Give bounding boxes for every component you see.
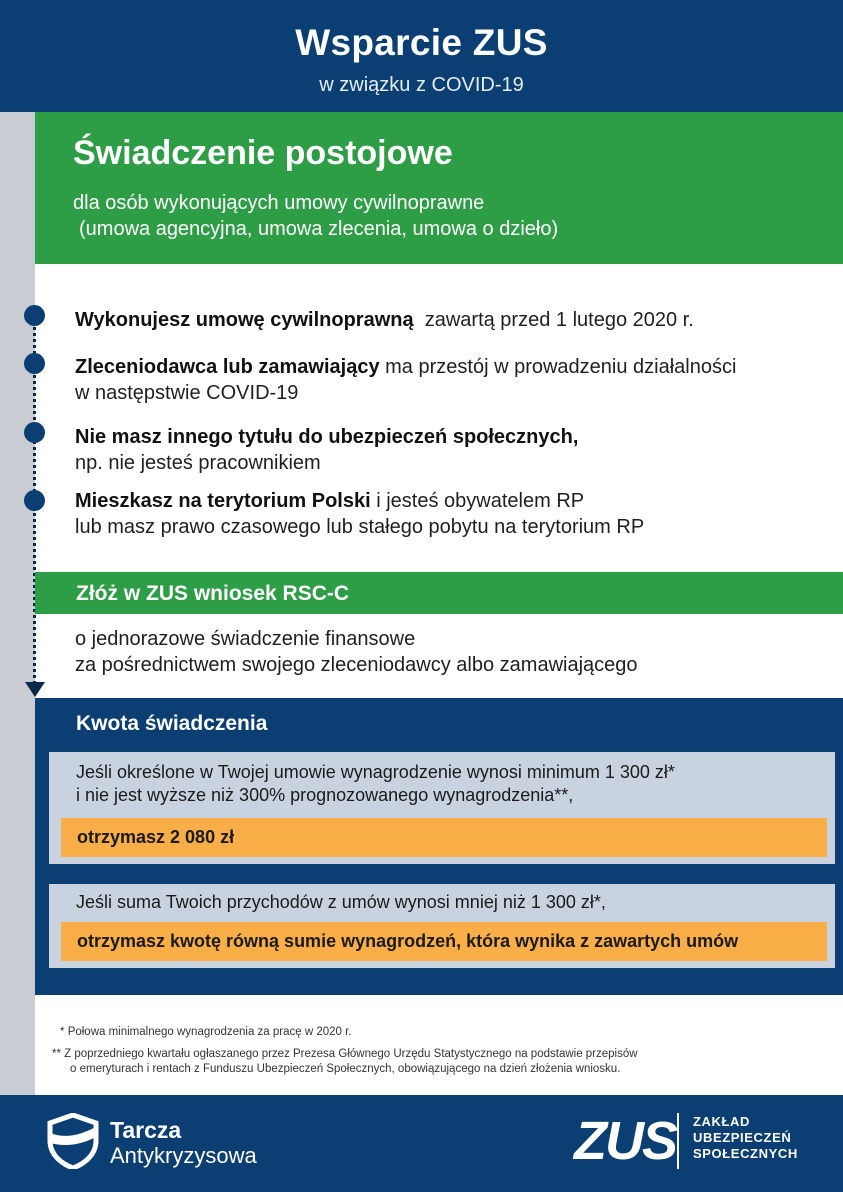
zus-name-line2: UBEZPIECZEŃ — [693, 1130, 792, 1145]
logo-divider — [677, 1113, 679, 1169]
amount-case-box — [49, 752, 835, 864]
page-title: Wsparcie ZUS — [295, 22, 548, 63]
amount-case-line1: Jeśli określone w Twojej umowie wynagrodzenie wynosi minimum 1 300 zł* — [76, 762, 675, 782]
condition-bold-text: Wykonujesz umowę cywilnoprawną — [75, 309, 414, 331]
amount-result-text: otrzymasz 2 080 zł — [77, 827, 235, 847]
amount-case-text: Jeśli suma Twoich przychodów z umów wynosi mniej niż 1 300 zł*, — [76, 892, 606, 912]
amount-case-text — [76, 761, 675, 807]
timeline-dot — [24, 422, 45, 443]
amount-result-highlight — [61, 818, 827, 857]
application-line2: za pośrednictwem swojego zleceniodawcy albo zamawiającego — [75, 654, 638, 676]
benefit-banner — [35, 112, 843, 264]
zus-name-line3: SPOŁECZNYCH — [693, 1146, 798, 1161]
condition-text: zawartą przed 1 lutego 2020 r. — [424, 309, 694, 331]
condition-text: i jesteś obywatelem RP — [376, 490, 585, 512]
application-title: Złóż w ZUS wniosek RSC-C — [76, 582, 350, 605]
amount-result-highlight — [61, 922, 827, 961]
application-description — [75, 626, 638, 678]
page-subtitle: w związku z COVID-19 — [319, 74, 524, 96]
footnote-text: Połowa minimalnego wynagrodzenia za pracę w 2020 r. — [67, 1026, 352, 1038]
footnote-1 — [60, 1025, 352, 1040]
shield-icon — [46, 1113, 100, 1174]
condition-item — [75, 488, 835, 540]
condition-bold-text: Mieszkasz na terytorium Polski — [75, 490, 371, 512]
footnote-2-cont — [70, 1062, 620, 1077]
zus-logo: ZUS — [574, 1111, 676, 1171]
page-footer — [0, 1095, 843, 1192]
footnote-2 — [52, 1047, 638, 1062]
amount-result-text: otrzymasz kwotę równą sumie wynagrodzeń, która wynika z zawartych umów — [77, 931, 739, 951]
condition-item — [75, 307, 835, 333]
footnote-text: Z poprzedniego kwartału ogłaszanego przez Prezesa Głównego Urzędu Statystycznego na podstawie przepisów — [64, 1048, 638, 1060]
timeline-dot — [24, 490, 45, 511]
timeline-bar — [0, 112, 35, 1095]
timeline-dot — [24, 305, 45, 326]
condition-text-line2: np. nie jesteś pracownikiem — [75, 452, 321, 474]
footnote-text: o emeryturach i rentach z Funduszu Ubezpieczeń Społecznych, obowiązującego na dzień złożenia wniosku. — [70, 1063, 621, 1075]
page-header — [0, 0, 843, 112]
tarcza-logo-text: Tarcza — [110, 1117, 182, 1143]
condition-text: ma przestój w prowadzeniu działalności — [385, 356, 737, 378]
footnote-mark: ** — [52, 1048, 61, 1060]
application-strip — [35, 572, 843, 614]
timeline-arrow-icon — [25, 682, 45, 697]
amount-case-box — [49, 884, 835, 968]
benefit-subtitle: dla osób wykonujących umowy cywilnoprawne — [73, 192, 485, 214]
condition-bold-text: Nie masz innego tytułu do ubezpieczeń społecznych, — [75, 426, 579, 448]
amount-case-line2: i nie jest wyższe niż 300% prognozowanego wynagrodzenia**, — [76, 785, 574, 805]
amount-section — [35, 698, 843, 995]
application-line1: o jednorazowe świadczenie finansowe — [75, 628, 416, 650]
zus-full-name — [693, 1114, 798, 1162]
timeline-dot — [24, 353, 45, 374]
benefit-title: Świadczenie postojowe — [73, 134, 453, 172]
zus-name-line1: ZAKŁAD — [693, 1114, 751, 1129]
condition-item — [75, 424, 835, 476]
tarcza-logo-subtext: Antykryzysowa — [110, 1143, 257, 1168]
condition-item — [75, 354, 835, 406]
condition-text-line2: lub masz prawo czasowego lub stałego pobytu na terytorium RP — [75, 516, 645, 538]
benefit-contract-types: (umowa agencyjna, umowa zlecenia, umowa o dzieło) — [79, 218, 559, 240]
footnote-mark: * — [60, 1026, 65, 1038]
condition-bold-text: Zleceniodawca lub zamawiający — [75, 356, 380, 378]
amount-title: Kwota świadczenia — [76, 712, 268, 735]
condition-text-line2: w następstwie COVID-19 — [75, 382, 299, 404]
